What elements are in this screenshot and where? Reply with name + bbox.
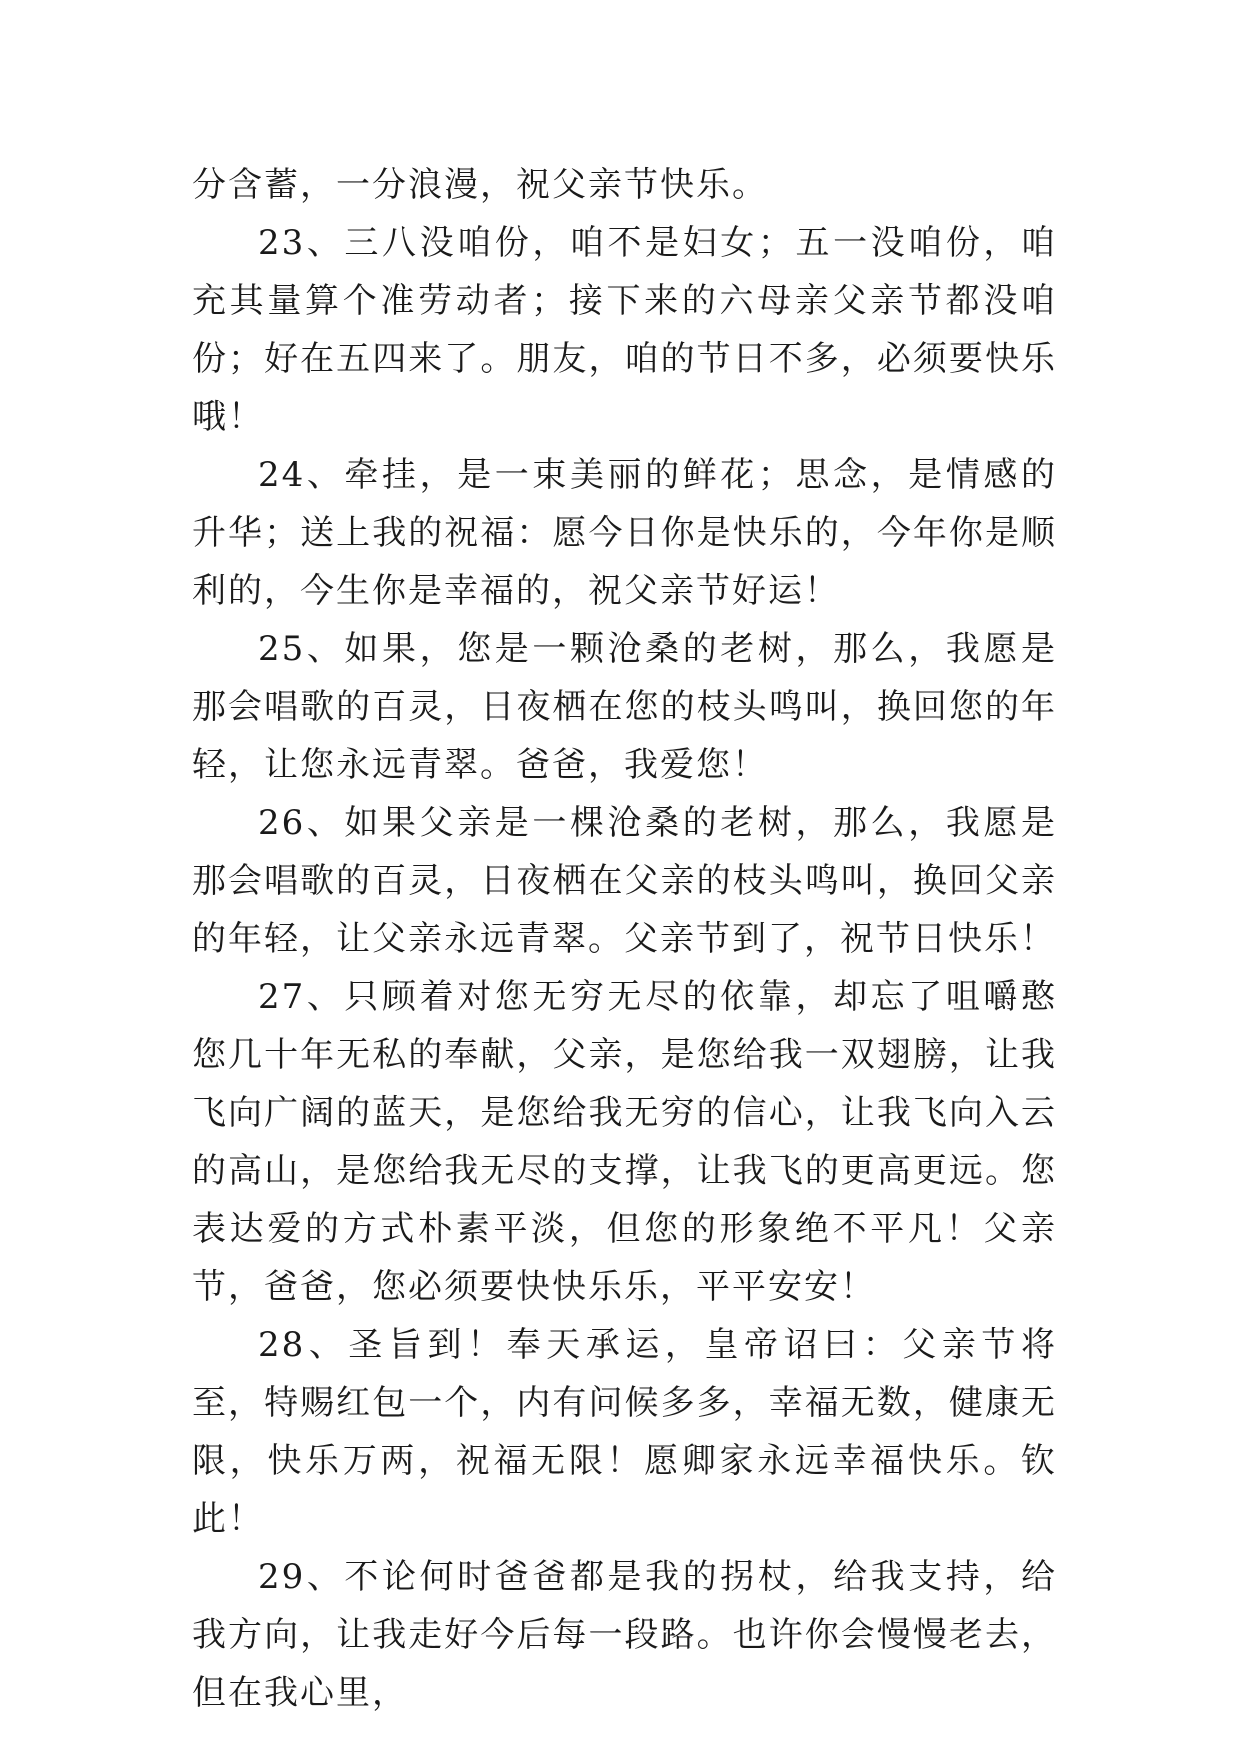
paragraph-25: 25、如果，您是一颗沧桑的老树，那么，我愿是那会唱歌的百灵，日夜栖在您的枝头鸣叫，换回您的年轻，让您永远青翠。爸爸，我爱您！ — [192, 629, 1057, 785]
paragraph-24: 24、牵挂，是一束美丽的鲜花；思念，是情感的升华；送上我的祝福：愿今日你是快乐的，今年你是顺利的，今生你是幸福的，祝父亲节好运！ — [192, 455, 1057, 611]
paragraph-27: 27、只顾着对您无穷无尽的依靠，却忘了咀嚼憨您几十年无私的奉献，父亲，是您给我一双翅膀，让我飞向广阔的蓝天，是您给我无穷的信心，让我飞向入云的高山，是您给我无尽的支撑，让我飞的更高更远。您表达爱的方式朴素平淡，但您的形象绝不平凡！父亲节，爸爸，您必须要快快乐乐，平平安安！ — [192, 977, 1057, 1307]
paragraph-26: 26、如果父亲是一棵沧桑的老树，那么，我愿是那会唱歌的百灵，日夜栖在父亲的枝头鸣叫，换回父亲的年轻，让父亲永远青翠。父亲节到了，祝节日快乐！ — [192, 803, 1057, 959]
paragraph-23: 23、三八没咱份，咱不是妇女；五一没咱份，咱充其量算个准劳动者；接下来的六母亲父亲节都没咱份；好在五四来了。朋友，咱的节日不多，必须要快乐哦！ — [192, 223, 1057, 437]
paragraph-28: 28、圣旨到！奉天承运，皇帝诏曰：父亲节将至，特赐红包一个，内有问候多多，幸福无数，健康无限，快乐万两，祝福无限！愿卿家永远幸福快乐。钦此！ — [192, 1325, 1057, 1539]
paragraph-29: 29、不论何时爸爸都是我的拐杖，给我支持，给我方向，让我走好今后每一段路。也许你会慢慢老去，但在我心里， — [192, 1557, 1057, 1713]
paragraph-continued: 分含蓄，一分浪漫，祝父亲节快乐。 — [192, 165, 768, 205]
document-body — [192, 156, 1057, 1722]
